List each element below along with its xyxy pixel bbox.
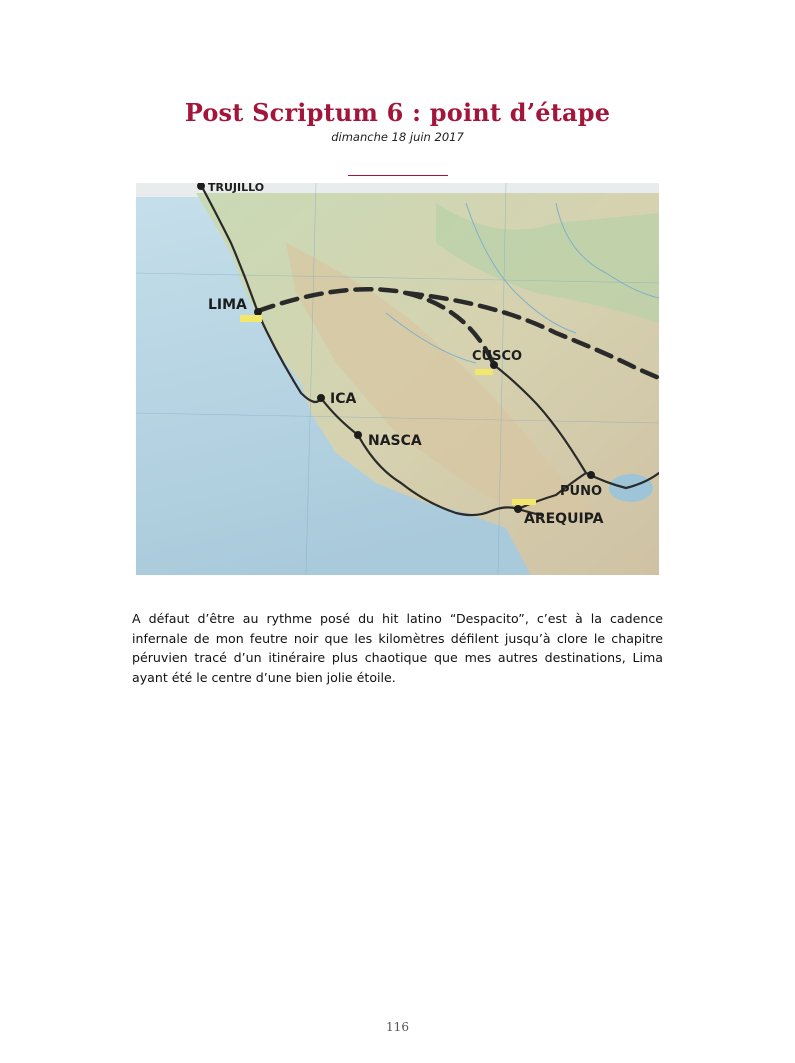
label-arequipa: AREQUIPA (524, 511, 604, 527)
map-photo (136, 183, 659, 575)
printed-city-tag (240, 315, 262, 322)
post-date: dimanche 18 juin 2017 (331, 130, 464, 144)
label-lima: LIMA (208, 297, 247, 313)
label-puno: PUNO (560, 484, 603, 499)
city-dot-nasca (354, 431, 362, 439)
label-trujillo: TRUJILLO (208, 183, 265, 194)
city-dot-lima (254, 308, 262, 316)
page-title: Post Scriptum 6 : point d’étape (184, 98, 611, 127)
city-dot-puno (587, 471, 595, 479)
page-number: 116 (386, 1020, 409, 1034)
printed-city-tag (512, 499, 536, 505)
label-ica: ICA (330, 391, 357, 407)
printed-city-tag (475, 369, 493, 375)
lake-titicaca (609, 474, 653, 502)
city-dot-arequipa (514, 505, 522, 513)
body-paragraph: A défaut d’être au rythme posé du hit latino “Despacito”, c’est à la cadence infernale de mon feutre noir que les kilomètres défilent jusqu’à clore le chapitre péruvien tracé d’un itinéraire plus chaotique que mes autres destinations, Lima ayant été le centre d’une bien jolie étoile. (132, 611, 663, 685)
title-divider (348, 175, 448, 176)
city-dot-ica (317, 394, 325, 402)
label-nasca: NASCA (368, 433, 422, 449)
label-cusco: CUSCO (472, 349, 523, 364)
peru-map-illustration (136, 183, 659, 575)
